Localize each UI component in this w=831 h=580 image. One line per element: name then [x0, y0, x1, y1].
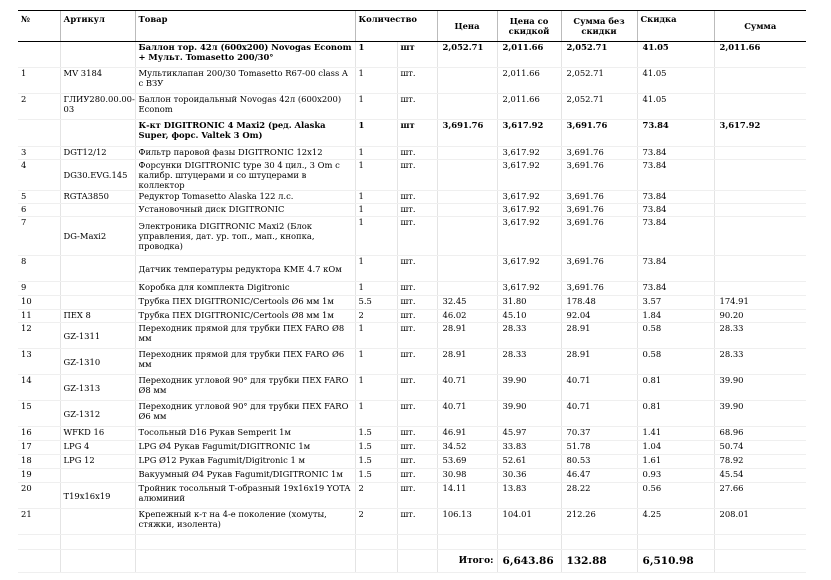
table-row [18, 469, 806, 483]
unit-cell: шт. [397, 349, 437, 375]
sum-cell: 68.96 [714, 427, 806, 441]
article-cell: MV 3184 [60, 68, 135, 94]
sum-cell [714, 160, 806, 191]
unit-cell: шт. [397, 469, 437, 483]
spacer-cell [135, 535, 355, 550]
unit-cell: шт. [397, 282, 437, 296]
qty-cell: 1 [355, 42, 397, 68]
sum-nodiscount-cell: 3,691.76 [561, 256, 637, 282]
row-number-cell: 17 [18, 441, 60, 455]
spacer-cell [355, 535, 397, 550]
col-product-header: Товар [135, 11, 355, 42]
discount-cell: 73.84 [637, 282, 714, 296]
price-cell [437, 68, 497, 94]
price-discount-cell: 28.33 [497, 323, 561, 349]
empty-cell [355, 550, 397, 573]
price-cell: 2,052.71 [437, 42, 497, 68]
price-cell: 34.52 [437, 441, 497, 455]
product-cell: Трубка ПЕХ DIGITRONIC/Certools Ø6 мм 1м [135, 296, 355, 310]
product-cell: Переходник прямой для трубки ПЕХ FARO Ø8 мм [135, 323, 355, 349]
table-row [18, 217, 806, 256]
article-cell [60, 204, 135, 217]
row-number-cell: 4 [18, 160, 60, 191]
price-cell [437, 204, 497, 217]
product-cell: Баллон тороидальный Novogas 42л (600x200) Econom [135, 94, 355, 120]
discount-cell: 73.84 [637, 147, 714, 160]
spacer-cell [60, 535, 135, 550]
table-row [18, 375, 806, 401]
col-article-header: Артикул [60, 11, 135, 42]
product-cell: LPG Ø12 Рукав Fagumit/Digitronic 1 м [135, 455, 355, 469]
article-cell: ГЛИУ280.00.00-03 [60, 94, 135, 120]
sum-nodiscount-cell: 3,691.76 [561, 120, 637, 147]
discount-cell: 1.61 [637, 455, 714, 469]
discount-cell: 41.05 [637, 94, 714, 120]
price-discount-cell: 33.83 [497, 441, 561, 455]
col-price-discount-header: Цена со скидкой [497, 11, 561, 42]
sum-cell [714, 217, 806, 256]
qty-cell: 1 [355, 68, 397, 94]
row-number-cell: 12 [18, 323, 60, 349]
unit-cell: шт. [397, 217, 437, 256]
sum-cell: 45.54 [714, 469, 806, 483]
price-discount-cell: 3,617.92 [497, 120, 561, 147]
price-discount-cell: 2,011.66 [497, 42, 561, 68]
price-cell: 53.69 [437, 455, 497, 469]
total-row [18, 550, 806, 573]
discount-cell: 73.84 [637, 217, 714, 256]
article-cell: GZ-1311 [60, 323, 135, 349]
table-row [18, 323, 806, 349]
spacer-cell [714, 535, 806, 550]
price-discount-cell: 3,617.92 [497, 217, 561, 256]
row-number-cell: 8 [18, 256, 60, 282]
empty-cell [18, 550, 60, 573]
row-number-cell: 21 [18, 509, 60, 535]
table-row [18, 68, 806, 94]
empty-cell [714, 550, 806, 573]
unit-cell: шт. [397, 375, 437, 401]
table-row [18, 401, 806, 427]
product-cell: Редуктор Tomasetto Alaska 122 л.с. [135, 191, 355, 204]
article-cell [60, 296, 135, 310]
qty-cell: 1 [355, 217, 397, 256]
unit-cell: шт. [397, 256, 437, 282]
table-row [18, 509, 806, 535]
qty-cell: 1 [355, 256, 397, 282]
unit-cell: шт [397, 42, 437, 68]
product-cell: Переходник угловой 90° для трубки ПЕХ FARO Ø6 мм [135, 401, 355, 427]
sum-nodiscount-cell: 40.71 [561, 375, 637, 401]
price-cell [437, 217, 497, 256]
qty-cell: 1 [355, 349, 397, 375]
product-cell: Электроника DIGITRONIC Maxi2 (Блок управления, дат. ур. топ., мап., кнопка, проводка) [135, 217, 355, 256]
row-number-cell: 11 [18, 310, 60, 323]
sum-nodiscount-cell: 92.04 [561, 310, 637, 323]
price-cell: 3,691.76 [437, 120, 497, 147]
qty-cell: 1 [355, 204, 397, 217]
product-cell: Тосольный D16 Рукав Semperit 1м [135, 427, 355, 441]
discount-cell: 4.25 [637, 509, 714, 535]
product-cell: Мультиклапан 200/30 Tomasetto R67-00 class A с ВЗУ [135, 68, 355, 94]
unit-cell: шт. [397, 401, 437, 427]
price-cell: 106.13 [437, 509, 497, 535]
price-discount-cell: 3,617.92 [497, 256, 561, 282]
sum-nodiscount-cell: 70.37 [561, 427, 637, 441]
discount-cell: 1.84 [637, 310, 714, 323]
product-cell: Коробка для комплекта Digitronic [135, 282, 355, 296]
sum-cell [714, 68, 806, 94]
article-cell: DGT12/12 [60, 147, 135, 160]
unit-cell: шт. [397, 427, 437, 441]
discount-cell: 41.05 [637, 68, 714, 94]
price-discount-cell: 2,011.66 [497, 94, 561, 120]
product-cell: Тройник тосольный Т-образный 19x16x19 YOTA алюминий [135, 483, 355, 509]
sum-nodiscount-cell: 2,052.71 [561, 68, 637, 94]
price-cell: 28.91 [437, 349, 497, 375]
discount-cell: 0.58 [637, 323, 714, 349]
product-cell: Датчик температуры редуктора KME 4.7 кОм [135, 256, 355, 282]
table-row [18, 120, 806, 147]
sum-cell: 90.20 [714, 310, 806, 323]
sum-cell: 39.90 [714, 401, 806, 427]
article-cell: GZ-1313 [60, 375, 135, 401]
qty-cell: 5.5 [355, 296, 397, 310]
table-row [18, 204, 806, 217]
price-discount-cell: 104.01 [497, 509, 561, 535]
discount-cell: 41.05 [637, 42, 714, 68]
price-cell: 30.98 [437, 469, 497, 483]
row-number-cell: 15 [18, 401, 60, 427]
price-cell [437, 282, 497, 296]
unit-cell: шт. [397, 441, 437, 455]
sum-nodiscount-cell: 3,691.76 [561, 191, 637, 204]
qty-cell: 1 [355, 323, 397, 349]
total-discount: 132.88 [561, 550, 637, 573]
sum-cell: 208.01 [714, 509, 806, 535]
price-discount-cell: 3,617.92 [497, 191, 561, 204]
table-row [18, 441, 806, 455]
unit-cell: шт. [397, 509, 437, 535]
col-number-header: № [18, 11, 60, 42]
product-cell: Форсунки DIGITRONIC type 30 4 цил., 3 Om с калибр. штуцерами и со штуцерами в коллектор [135, 160, 355, 191]
spacer-cell [497, 535, 561, 550]
product-cell: LPG Ø4 Рукав Fagumit/DIGITRONIC 1м [135, 441, 355, 455]
col-discount-header: Скидка [637, 11, 714, 42]
qty-cell: 1 [355, 191, 397, 204]
unit-cell: шт. [397, 455, 437, 469]
table-row [18, 42, 806, 68]
sum-nodiscount-cell: 3,691.76 [561, 160, 637, 191]
row-number-cell: 3 [18, 147, 60, 160]
table-row [18, 147, 806, 160]
row-number-cell: 7 [18, 217, 60, 256]
qty-cell: 1.5 [355, 455, 397, 469]
sum-nodiscount-cell: 28.22 [561, 483, 637, 509]
row-number-cell: 18 [18, 455, 60, 469]
total-label: Итого: [437, 550, 497, 573]
qty-cell: 1.5 [355, 469, 397, 483]
row-number-cell [18, 120, 60, 147]
spacer-cell [437, 535, 497, 550]
price-cell [437, 256, 497, 282]
spacer-cell [397, 535, 437, 550]
row-number-cell: 5 [18, 191, 60, 204]
product-cell: К-кт DIGITRONIC 4 Maxi2 (ред. Alaska Super, форс. Valtek 3 Om) [135, 120, 355, 147]
price-discount-cell: 3,617.92 [497, 147, 561, 160]
price-cell: 40.71 [437, 375, 497, 401]
price-discount-cell: 30.36 [497, 469, 561, 483]
row-number-cell [18, 42, 60, 68]
qty-cell: 1 [355, 375, 397, 401]
discount-cell: 0.93 [637, 469, 714, 483]
col-sum-nodiscount-header: Сумма без скидки [561, 11, 637, 42]
discount-cell: 73.84 [637, 160, 714, 191]
sum-cell: 28.33 [714, 349, 806, 375]
article-cell: GZ-1312 [60, 401, 135, 427]
sum-cell [714, 191, 806, 204]
price-discount-cell: 2,011.66 [497, 68, 561, 94]
product-cell: Крепежный к-т на 4-е поколение (хомуты, стяжки, изолента) [135, 509, 355, 535]
price-cell [437, 160, 497, 191]
discount-cell: 1.04 [637, 441, 714, 455]
discount-cell: 0.58 [637, 349, 714, 375]
spacer-cell [637, 535, 714, 550]
article-cell: RGTA3850 [60, 191, 135, 204]
sum-cell: 50.74 [714, 441, 806, 455]
product-cell: Баллон тор. 42л (600x200) Novogas Econom + Мульт. Tomasetto 200/30° [135, 42, 355, 68]
price-cell [437, 94, 497, 120]
article-cell: LPG 4 [60, 441, 135, 455]
product-cell: Переходник прямой для трубки ПЕХ FARO Ø6 мм [135, 349, 355, 375]
row-number-cell: 14 [18, 375, 60, 401]
sum-cell [714, 94, 806, 120]
total-sum-nodiscount: 6,643.86 [497, 550, 561, 573]
table-row [18, 427, 806, 441]
unit-cell: шт. [397, 483, 437, 509]
table-row [18, 455, 806, 469]
table-row [18, 191, 806, 204]
price-discount-cell: 31.80 [497, 296, 561, 310]
unit-cell: шт. [397, 147, 437, 160]
article-cell [60, 469, 135, 483]
product-cell: Установочный диск DIGITRONIC [135, 204, 355, 217]
row-number-cell: 2 [18, 94, 60, 120]
invoice-table [18, 10, 806, 573]
sum-nodiscount-cell: 28.91 [561, 323, 637, 349]
qty-cell: 1.5 [355, 427, 397, 441]
price-discount-cell: 3,617.92 [497, 160, 561, 191]
price-discount-cell: 39.90 [497, 401, 561, 427]
qty-cell: 1 [355, 94, 397, 120]
total-sum: 6,510.98 [637, 550, 714, 573]
col-price-header: Цена [437, 11, 497, 42]
unit-cell: шт. [397, 68, 437, 94]
price-cell: 46.91 [437, 427, 497, 441]
sum-cell [714, 204, 806, 217]
discount-cell: 73.84 [637, 191, 714, 204]
empty-cell [60, 550, 135, 573]
product-cell: Переходник угловой 90° для трубки ПЕХ FARO Ø8 мм [135, 375, 355, 401]
article-cell: T19x16x19 [60, 483, 135, 509]
table-row [18, 483, 806, 509]
sum-nodiscount-cell: 2,052.71 [561, 94, 637, 120]
article-cell: DG-Maxi2 [60, 217, 135, 256]
qty-cell: 2 [355, 310, 397, 323]
article-cell: LPG 12 [60, 455, 135, 469]
article-cell [60, 120, 135, 147]
price-cell: 14.11 [437, 483, 497, 509]
product-cell: Трубка ПЕХ DIGITRONIC/Certools Ø8 мм 1м [135, 310, 355, 323]
unit-cell: шт. [397, 160, 437, 191]
empty-cell [397, 550, 437, 573]
sum-nodiscount-cell: 46.47 [561, 469, 637, 483]
qty-cell: 2 [355, 483, 397, 509]
unit-cell: шт. [397, 191, 437, 204]
sum-cell: 78.92 [714, 455, 806, 469]
sum-cell [714, 256, 806, 282]
discount-cell: 73.84 [637, 204, 714, 217]
article-cell [60, 42, 135, 68]
price-discount-cell: 28.33 [497, 349, 561, 375]
table-row [18, 256, 806, 282]
qty-cell: 1.5 [355, 441, 397, 455]
price-cell: 46.02 [437, 310, 497, 323]
product-cell: Фильтр паровой фазы DIGITRONIC 12x12 [135, 147, 355, 160]
sum-cell [714, 147, 806, 160]
sum-nodiscount-cell: 3,691.76 [561, 282, 637, 296]
sum-nodiscount-cell: 80.53 [561, 455, 637, 469]
table-row [18, 94, 806, 120]
row-number-cell: 13 [18, 349, 60, 375]
price-discount-cell: 45.10 [497, 310, 561, 323]
qty-cell: 1 [355, 401, 397, 427]
product-cell: Вакуумный Ø4 Рукав Fagumit/DIGITRONIC 1м [135, 469, 355, 483]
sum-nodiscount-cell: 212.26 [561, 509, 637, 535]
sum-nodiscount-cell: 28.91 [561, 349, 637, 375]
row-number-cell: 1 [18, 68, 60, 94]
unit-cell: шт. [397, 94, 437, 120]
discount-cell: 0.81 [637, 375, 714, 401]
spacer-cell [18, 535, 60, 550]
sum-cell: 28.33 [714, 323, 806, 349]
row-number-cell: 19 [18, 469, 60, 483]
header-row [18, 11, 806, 42]
sum-cell: 39.90 [714, 375, 806, 401]
sum-cell: 3,617.92 [714, 120, 806, 147]
table-row [18, 282, 806, 296]
discount-cell: 73.84 [637, 120, 714, 147]
row-number-cell: 20 [18, 483, 60, 509]
table-row [18, 349, 806, 375]
article-cell: ПЕХ 8 [60, 310, 135, 323]
price-discount-cell: 52.61 [497, 455, 561, 469]
price-cell [437, 191, 497, 204]
unit-cell: шт [397, 120, 437, 147]
sum-nodiscount-cell: 40.71 [561, 401, 637, 427]
article-cell [60, 509, 135, 535]
unit-cell: шт. [397, 204, 437, 217]
sum-cell [714, 282, 806, 296]
article-cell [60, 256, 135, 282]
price-discount-cell: 13.83 [497, 483, 561, 509]
price-cell: 40.71 [437, 401, 497, 427]
row-number-cell: 10 [18, 296, 60, 310]
sum-cell: 2,011.66 [714, 42, 806, 68]
empty-cell [135, 550, 355, 573]
col-qty-header: Количество [355, 11, 437, 42]
article-cell: DG30.EVG.145 [60, 160, 135, 191]
qty-cell: 1 [355, 160, 397, 191]
sum-nodiscount-cell: 178.48 [561, 296, 637, 310]
article-cell: GZ-1310 [60, 349, 135, 375]
price-discount-cell: 3,617.92 [497, 282, 561, 296]
discount-cell: 1.41 [637, 427, 714, 441]
article-cell: WFKD 16 [60, 427, 135, 441]
unit-cell: шт. [397, 310, 437, 323]
article-cell [60, 282, 135, 296]
qty-cell: 1 [355, 147, 397, 160]
discount-cell: 3.57 [637, 296, 714, 310]
sum-nodiscount-cell: 3,691.76 [561, 147, 637, 160]
price-cell: 28.91 [437, 323, 497, 349]
spacer-cell [561, 535, 637, 550]
unit-cell: шт. [397, 296, 437, 310]
price-discount-cell: 3,617.92 [497, 204, 561, 217]
price-discount-cell: 39.90 [497, 375, 561, 401]
table-row [18, 296, 806, 310]
row-number-cell: 16 [18, 427, 60, 441]
table-row [18, 160, 806, 191]
discount-cell: 0.56 [637, 483, 714, 509]
qty-cell: 1 [355, 282, 397, 296]
spacer-row [18, 535, 806, 550]
col-sum-header: Сумма [714, 11, 806, 42]
price-cell: 32.45 [437, 296, 497, 310]
sum-cell: 27.66 [714, 483, 806, 509]
discount-cell: 0.81 [637, 401, 714, 427]
qty-cell: 2 [355, 509, 397, 535]
table-row [18, 310, 806, 323]
sum-nodiscount-cell: 3,691.76 [561, 217, 637, 256]
qty-cell: 1 [355, 120, 397, 147]
discount-cell: 73.84 [637, 256, 714, 282]
price-cell [437, 147, 497, 160]
row-number-cell: 6 [18, 204, 60, 217]
sum-cell: 174.91 [714, 296, 806, 310]
row-number-cell: 9 [18, 282, 60, 296]
unit-cell: шт. [397, 323, 437, 349]
price-discount-cell: 45.97 [497, 427, 561, 441]
sum-nodiscount-cell: 3,691.76 [561, 204, 637, 217]
sum-nodiscount-cell: 51.78 [561, 441, 637, 455]
sum-nodiscount-cell: 2,052.71 [561, 42, 637, 68]
